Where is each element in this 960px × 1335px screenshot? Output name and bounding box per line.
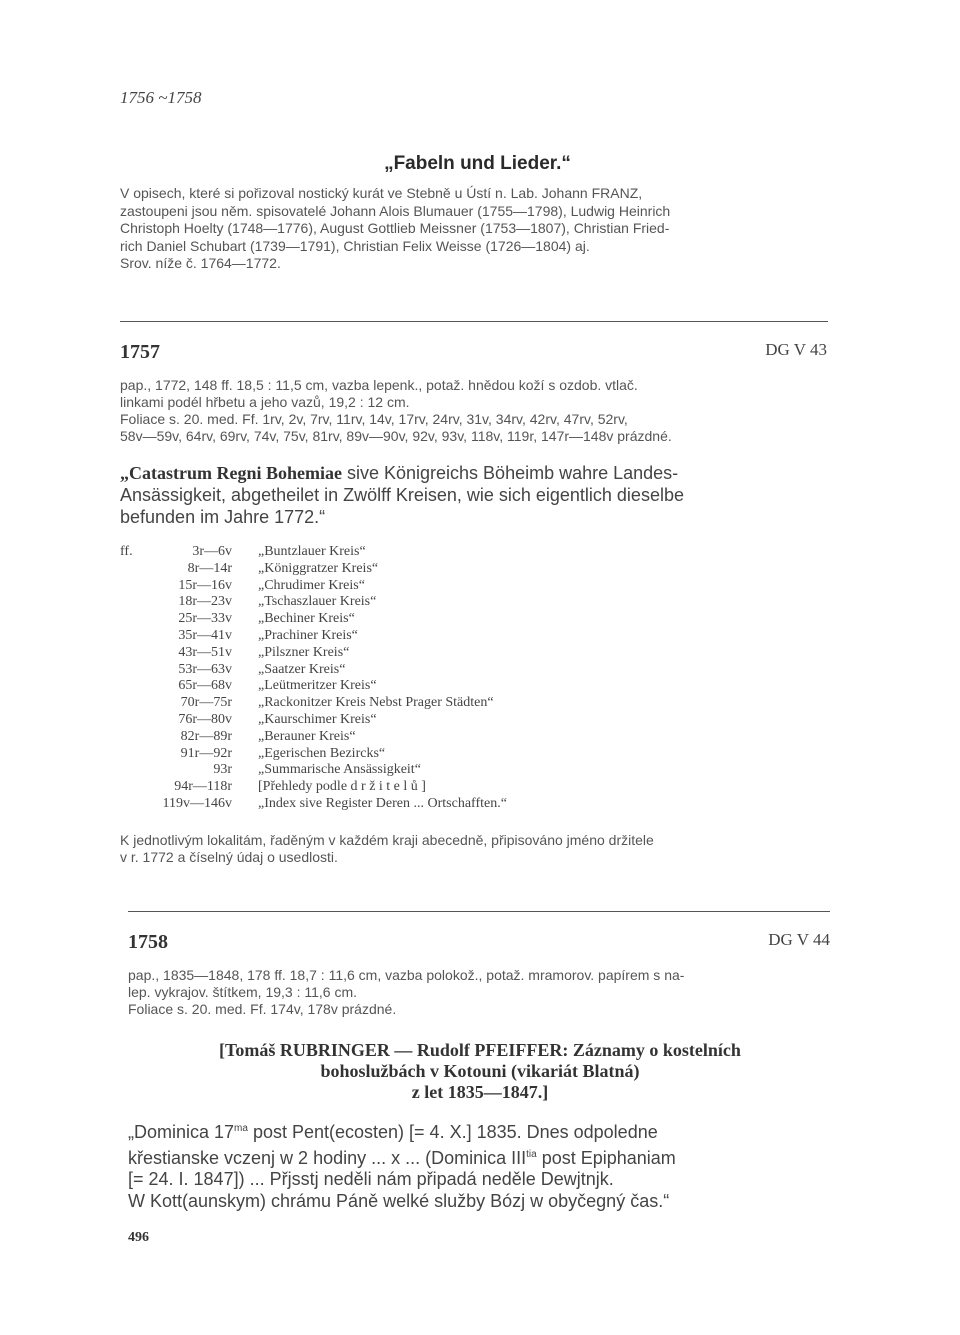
desc-line: 58v—59v, 64rv, 69rv, 74v, 75v, 81rv, 89v—90v, 92v, 93v, 118v, 119r, 147r—148v prázdné. — [120, 428, 672, 444]
toc-row — [120, 695, 820, 712]
toc-range: 65r—68v — [178, 678, 232, 694]
entry-number-1758: 1758 — [128, 931, 168, 953]
title-line: Ansässigkeit, abgetheilet in Zwölff Kreisen, wie sich eigentlich dieselbe — [120, 485, 684, 505]
quote-superscript: tia — [526, 1148, 537, 1160]
toc-label: „Rackonitzer Kreis Nebst Prager Städten“ — [258, 695, 494, 711]
entry-1758-title — [200, 1040, 760, 1103]
prev-para-line: Srov. níže č. 1764—1772. — [120, 255, 281, 271]
prev-para-line: zastoupeni jsou něm. spisovatelé Johann Alois Blumauer (1755—1798), Ludwig Heinrich — [120, 202, 671, 219]
toc-row — [120, 645, 820, 662]
toc-range: 91r—92r — [180, 745, 232, 761]
title-rest: sive Königreichs Böheimb wahre Landes- — [341, 463, 679, 483]
section-divider — [120, 321, 828, 322]
quote-text: post Pent(ecosten) [= 4. X.] 1835. Dnes odpoledne — [247, 1122, 658, 1142]
toc-range: 43r—51v — [178, 644, 232, 660]
toc-row — [120, 712, 820, 729]
toc-row — [120, 762, 820, 779]
toc-range: 82r—89r — [180, 728, 232, 744]
prev-entry-title: „Fabeln und Lieder.“ — [384, 153, 571, 174]
toc-label: [Přehledy podle d r ž i t e l ů ] — [258, 779, 426, 795]
prev-para-line: rich Daniel Schubart (1739—1791), Christian Felix Weisse (1726—1804) aj. — [120, 237, 590, 254]
title-line: [Tomáš RUBRINGER — Rudolf PFEIFFER: Záznamy o kostelních — [219, 1040, 741, 1060]
desc-line: Foliace s. 20. med. Ff. 174v, 178v prázdné. — [128, 1001, 397, 1017]
toc-range: 35r—41v — [178, 627, 232, 643]
toc-label: „Saatzer Kreis“ — [258, 661, 346, 677]
title-line: befunden im Jahre 1772.“ — [120, 507, 326, 527]
toc-prefix: ff. — [120, 544, 133, 559]
toc-row — [120, 628, 820, 645]
toc-range: 25r—33v — [178, 611, 232, 627]
toc-range: 3r—6v — [192, 544, 232, 559]
quote-text: post Epiphaniam — [536, 1147, 676, 1168]
prev-para-line: Christoph Hoelty (1748—1776), August Gottlieb Meissner (1753—1807), Christian Fried- — [120, 220, 670, 236]
desc-line: pap., 1772, 148 ff. 18,5 : 11,5 cm, vazba lepenk., potaž. hnědou koží s ozdob. vtlač. — [120, 377, 638, 393]
title-bold: „Catastrum Regni Bohemiae — [120, 463, 342, 483]
folio-contents-list — [120, 544, 820, 813]
toc-row — [120, 796, 820, 813]
entry-1758-description — [128, 967, 830, 1018]
toc-label: „Kaurschimer Kreis“ — [258, 711, 377, 727]
desc-line: pap., 1835—1848, 178 ff. 18,7 : 11,6 cm, vazba polokož., potaž. mramorov. papírem s na- — [128, 967, 685, 983]
entry-1757-title — [120, 462, 828, 528]
desc-line: linkami podél hřbetu a jeho vazů, 19,2 : 12 cm. — [120, 394, 410, 410]
toc-range: 8r—14r — [187, 560, 232, 576]
toc-label: „Buntzlauer Kreis“ — [258, 544, 366, 559]
toc-row — [120, 746, 820, 763]
prev-para-line: V opisech, které si pořizoval nostický kurát ve Stebně u Ústí n. Lab. Johann FRANZ, — [120, 185, 643, 201]
quote-line — [128, 1144, 833, 1170]
toc-range: 53r—63v — [178, 661, 232, 677]
quote-superscript: ma — [234, 1123, 248, 1134]
desc-line: Foliace s. 20. med. Ff. 1rv, 2v, 7rv, 11rv, 14v, 17rv, 24rv, 31v, 34rv, 42rv, 47rv, 52rv, — [120, 411, 628, 427]
toc-range: 18r—23v — [178, 594, 232, 610]
toc-range: 119v—146v — [162, 795, 232, 811]
note-line: v r. 1772 a číselný údaj o usedlosti. — [120, 849, 338, 865]
toc-label: „Pilszner Kreis“ — [258, 644, 350, 660]
toc-range: 76r—80v — [178, 711, 232, 727]
quote-line — [128, 1118, 833, 1144]
entry-signature-1757: DG V 43 — [765, 340, 827, 359]
quote-line: [= 24. I. 1847]) ... Přjsstj neděli nám připadá neděle Dewjtnjk. — [128, 1169, 614, 1189]
toc-label: „Summarische Ansässigkeit“ — [258, 762, 421, 778]
title-line: bohoslužbách v Kotouni (vikariát Blatná) — [320, 1061, 640, 1081]
toc-row — [120, 678, 820, 695]
quote-line: W Kott(aunskym) chrámu Páně welké služby Bózj w obyčegný čas.“ — [128, 1190, 670, 1211]
toc-row — [120, 594, 820, 611]
toc-row — [120, 611, 820, 628]
toc-label: „Bechiner Kreis“ — [258, 611, 355, 627]
page-number: 496 — [128, 1230, 149, 1245]
toc-row — [120, 578, 820, 595]
toc-row — [120, 561, 820, 578]
prev-entry-paragraph — [120, 185, 835, 273]
note-line: K jednotlivým lokalitám, řaděným v každém kraji abecedně, připisováno jméno držitele — [120, 832, 654, 848]
toc-range: 70r—75r — [180, 695, 232, 711]
entry-1757-note — [120, 832, 830, 866]
entry-1757-description — [120, 377, 828, 445]
section-divider — [128, 911, 830, 912]
toc-row — [120, 779, 820, 796]
toc-label: „Egerischen Bezircks“ — [258, 745, 386, 761]
entry-number-1757: 1757 — [120, 341, 160, 363]
toc-range: 15r—16v — [178, 577, 232, 593]
toc-label: „Berauner Kreis“ — [258, 728, 356, 744]
toc-range: 94r—118r — [174, 779, 232, 795]
quote-text: křestianske vczenj w 2 hodiny ... x ... (Dominica III — [128, 1147, 527, 1168]
toc-label: „Leütmeritzer Kreis“ — [258, 678, 377, 694]
toc-label: „Chrudimer Kreis“ — [258, 577, 365, 593]
toc-row — [120, 662, 820, 679]
toc-label: „Index sive Register Deren ... Ortschafften.“ — [258, 795, 507, 811]
desc-line: lep. vykrajov. štítkem, 19,3 : 11,6 cm. — [128, 984, 358, 1000]
toc-label: „Königgratzer Kreis“ — [258, 560, 379, 576]
toc-row — [120, 544, 820, 561]
toc-range: 93r — [213, 762, 232, 778]
running-head: 1756 ~1758 — [120, 88, 202, 107]
title-line: z let 1835—1847.] — [411, 1082, 549, 1102]
quote-text: „Dominica 17 — [128, 1122, 235, 1142]
toc-label: „Prachiner Kreis“ — [258, 627, 358, 643]
entry-signature-1758: DG V 44 — [768, 930, 830, 949]
toc-row — [120, 729, 820, 746]
entry-1758-quote — [128, 1118, 833, 1212]
toc-label: „Tschaszlauer Kreis“ — [258, 594, 377, 610]
